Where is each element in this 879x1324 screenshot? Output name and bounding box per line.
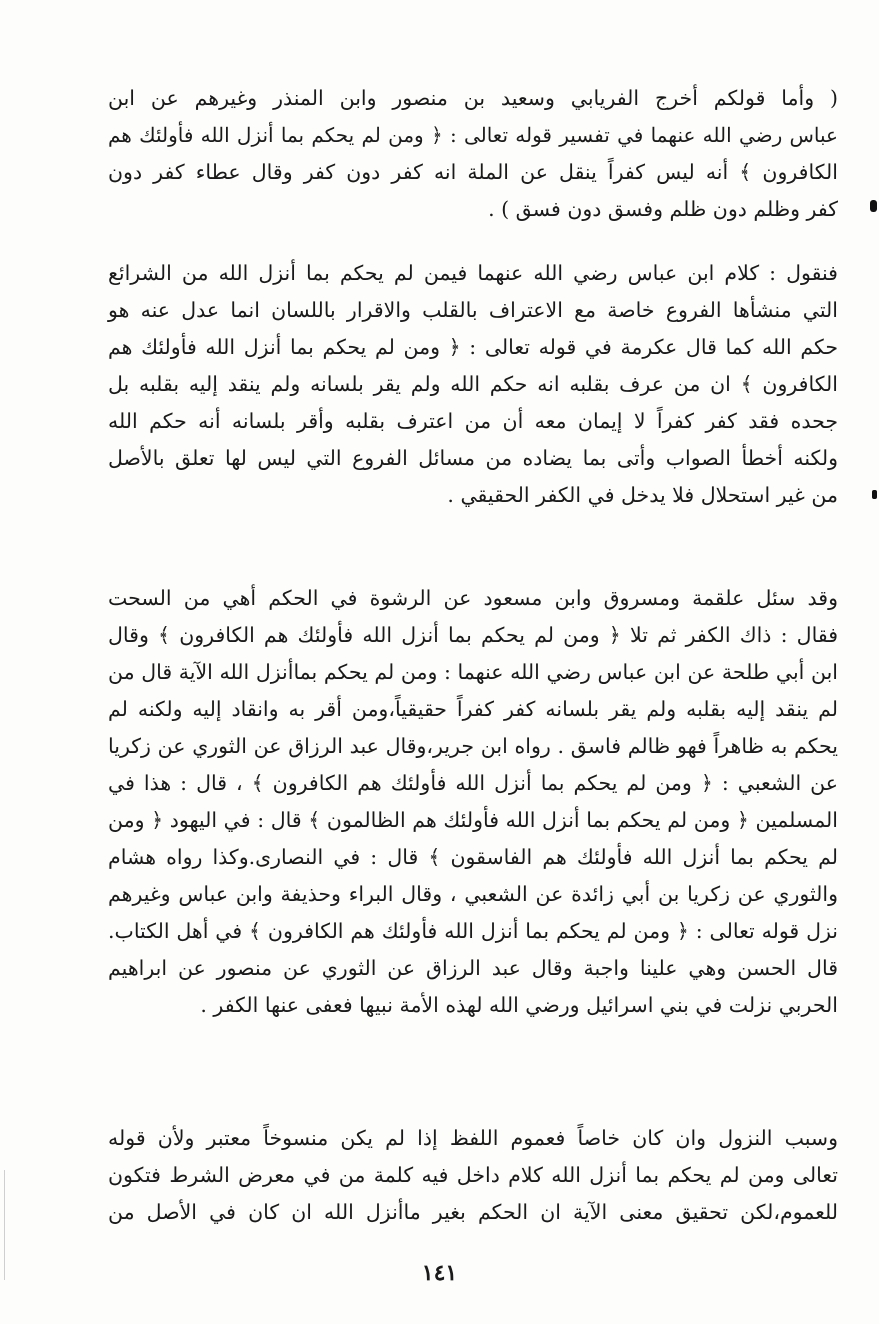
paragraph-4: [108, 1120, 838, 1231]
text-line: جحده فقد كفر كفراً لا إيمان معه أن من اعترف بقلبه وأقر بلسانه أنه حكم الله: [108, 409, 838, 433]
text-line: قال الحسن وهي علينا واجبة وقال عبد الرزاق عن الثوري عن منصور عن ابراهيم: [108, 956, 838, 980]
paragraph-2: [108, 255, 838, 514]
text-line: حكم الله كما قال عكرمة في قوله تعالى : ﴿ ومن لم يحكم بما أنزل الله فأولئك هم: [108, 335, 838, 359]
text-line: الكافرون ﴾ أنه ليس كفراً ينقل عن الملة انه كفر دون كفر وقال عطاء كفر دون: [108, 160, 838, 184]
text-line: تعالى ومن لم يحكم بما أنزل الله كلام داخل فيه كلمة من في معرض الشرط فتكون: [108, 1163, 838, 1187]
text-line: للعموم،لكن تحقيق معنى الآية ان الحكم بغير ماأنزل الله ان كان في الأصل من: [108, 1200, 838, 1224]
text-line: نزل قوله تعالى : ﴿ ومن لم يحكم بما أنزل الله فأولئك هم الكافرون ﴾ في أهل الكتاب.: [108, 919, 838, 943]
text-line: لم ينقد إليه بقلبه ولم يقر بلسانه كفر كفراً حقيقياً،ومن أقر به وانقاد إليه ولكنه لم: [108, 697, 838, 721]
text-line: يحكم به ظاهراً فهو ظالم فاسق . رواه ابن جرير،وقال عبد الرزاق عن الثوري عن زكريا: [108, 734, 838, 758]
page-number: ١٤١: [421, 1260, 458, 1286]
text-line: ابن أبي طلحة عن ابن عباس رضي الله عنهما : ومن لم يحكم بماأنزل الله الآية قال من: [108, 660, 838, 684]
text-line: فقال : ذاك الكفر ثم تلا ﴿ ومن لم يحكم بما أنزل الله فأولئك هم الكافرون ﴾ وقال: [108, 623, 838, 647]
text-line: المسلمين ﴿ ومن لم يحكم بما أنزل الله فأولئك هم الظالمون ﴾ قال : في اليهود ﴿ ومن: [108, 808, 838, 832]
text-line: كفر وظلم دون ظلم وفسق دون فسق ) .: [488, 197, 838, 221]
text-line: الكافرون ﴾ ان من عرف بقلبه انه حكم الله ولم يقر بلسانه ولم ينقد إليه بقلبه بل: [108, 372, 838, 396]
scan-speck: [870, 200, 877, 212]
text-line: وسبب النزول وان كان خاصاً فعموم اللفظ إذا لم يكن منسوخاً معتبر ولأن قوله: [108, 1126, 838, 1150]
text-line: عباس رضي الله عنهما في تفسير قوله تعالى : ﴿ ومن لم يحكم بما أنزل الله فأولئك هم: [108, 123, 838, 147]
text-line: التي منشأها الفروع خاصة مع الاعتراف بالقلب والاقرار باللسان انما عدل عنه هو: [108, 298, 838, 322]
text-line: فنقول : كلام ابن عباس رضي الله عنهما فيمن لم يحكم بما أنزل الله من الشرائع: [108, 261, 838, 285]
paragraph-1: [108, 80, 838, 228]
page-edge-line: [4, 1170, 5, 1280]
text-line: من غير استحلال فلا يدخل في الكفر الحقيقي .: [447, 483, 838, 507]
text-line: ( وأما قولكم أخرج الفريابي وسعيد بن منصور وابن المنذر وغيرهم عن ابن: [108, 86, 838, 110]
text-line: لم يحكم بما أنزل الله فأولئك هم الفاسقون ﴾ قال : في النصارى.وكذا رواه هشام: [108, 845, 838, 869]
paragraph-3: [108, 580, 838, 1024]
text-line: عن الشعبي : ﴿ ومن لم يحكم بما أنزل الله فأولئك هم الكافرون ﴾ ، قال : هذا في: [108, 771, 838, 795]
text-line: ولكنه أخطأ الصواب وأتى بما يضاده من مسائل الفروع التي ليس لها تعلق بالأصل: [108, 446, 838, 470]
text-line: وقد سئل علقمة ومسروق وابن مسعود عن الرشوة في الحكم أهي من السحت: [108, 586, 838, 610]
text-line: والثوري عن زكريا بن أبي زائدة عن الشعبي ، وقال البراء وحذيفة وابن عباس وغيرهم: [108, 882, 838, 906]
text-line: الحربي نزلت في بني اسرائيل ورضي الله لهذه الأمة نبيها فعفى عنها الكفر .: [200, 993, 838, 1017]
scan-speck: [872, 490, 877, 499]
